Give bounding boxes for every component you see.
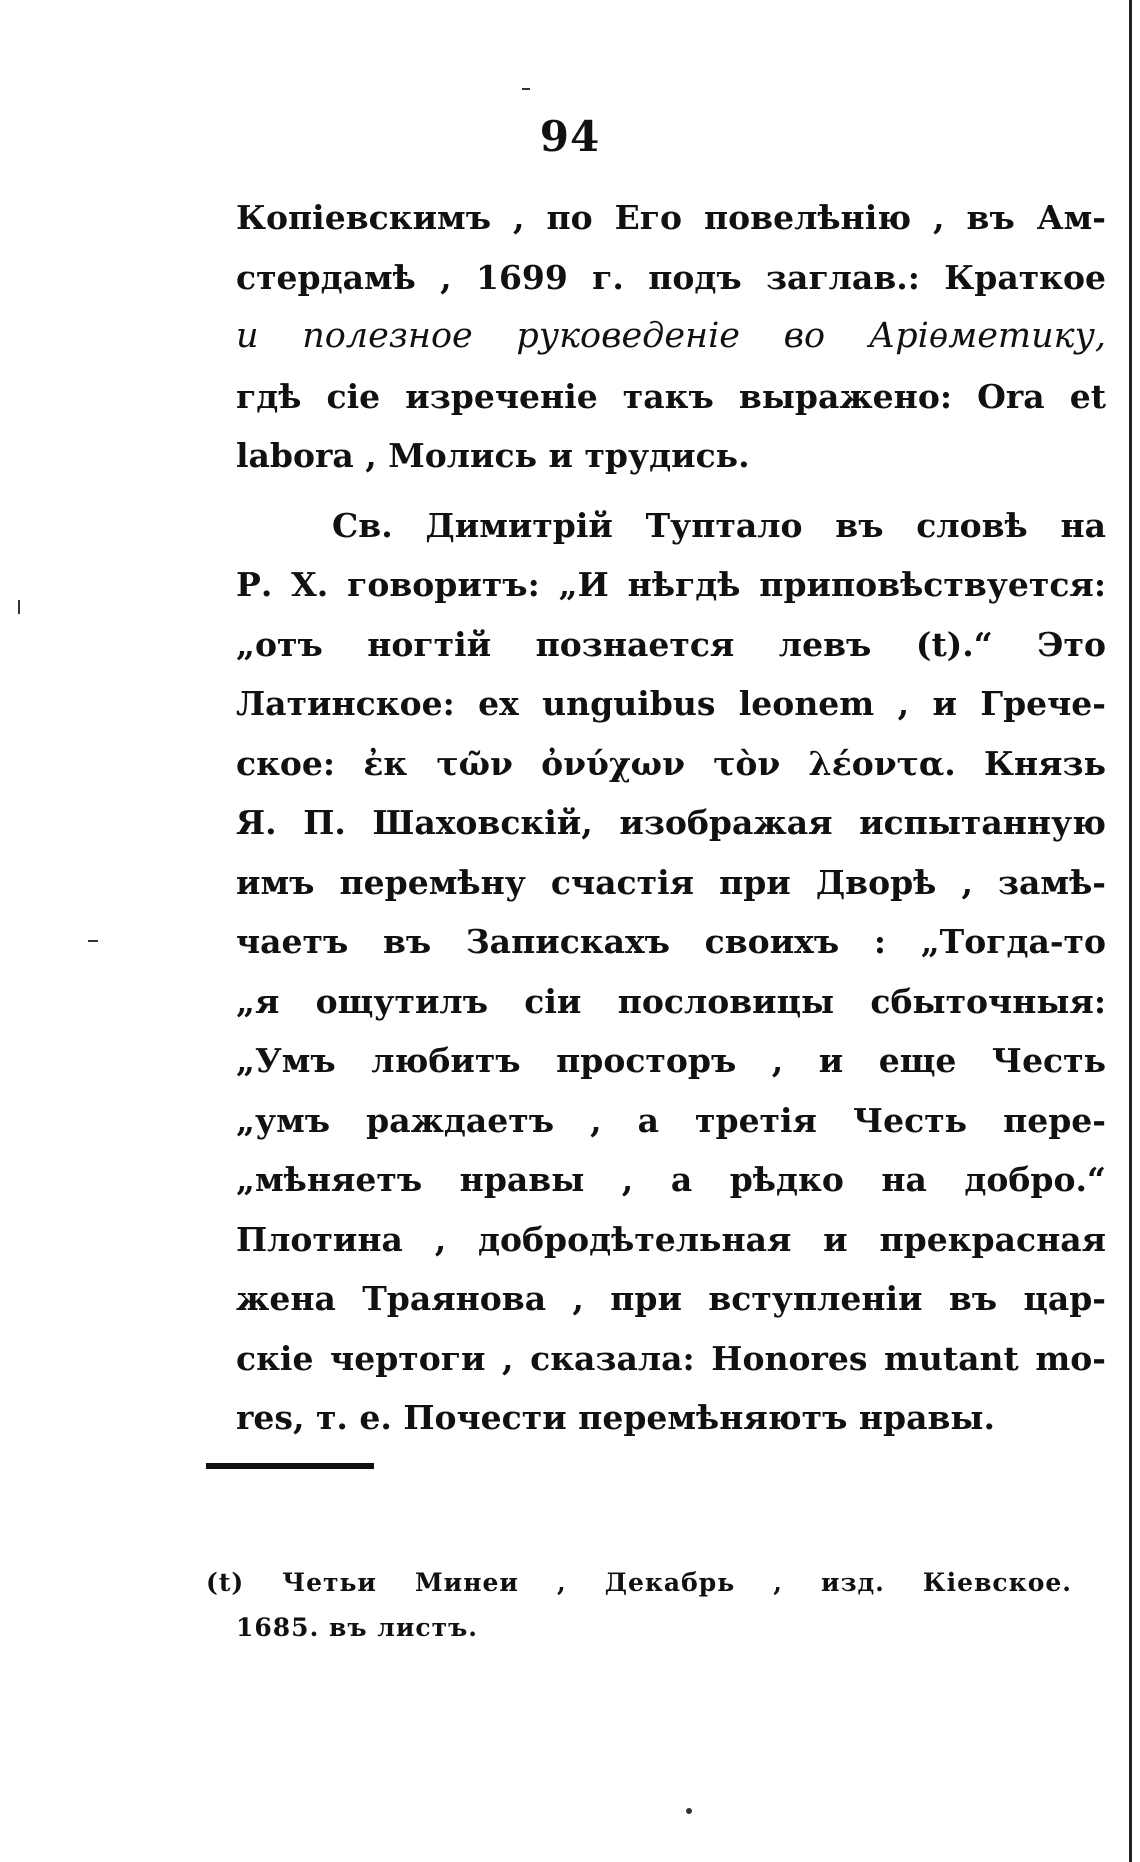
text-line: Копіевскимъ , по Его повелѣнію , въ Ам- (236, 198, 1106, 237)
footnote-separator (206, 1463, 374, 1469)
text-line: и полезное руковеденіе во Аріѳметику, (236, 316, 1106, 356)
ink-speck (88, 940, 98, 942)
ink-speck (18, 600, 20, 614)
text-line: „отъ ногтій познается левъ (t).“ Это (236, 624, 1106, 664)
text-line: „умъ раждаетъ , а третія Честь пере- (236, 1100, 1106, 1140)
page-number: 94 (539, 112, 601, 161)
text-line: ское: ἐκ τῶν ὀνύχων τὸν λέοντα. Князь (236, 743, 1106, 783)
text-line: жена Траянова , при вступленіи въ цар- (236, 1279, 1106, 1318)
text-line: „мѣняетъ нравы , а рѣдко на добро.“ (236, 1160, 1106, 1199)
text-line: Латинское: ex unguibus leonem , и Грече- (236, 684, 1106, 723)
footnote (206, 1560, 1072, 1650)
text-line: labora , Молись и трудись. (236, 436, 750, 475)
ink-speck (686, 1808, 692, 1814)
text-line: скіе чертоги , сказала: Honores mutant mo- (236, 1338, 1106, 1378)
footnote-line: (t) Четьи Минеи , Декабрь , изд. Кіевское. (206, 1568, 1072, 1597)
text-line: „я ощутилъ сіи пословицы сбыточныя: (236, 981, 1106, 1021)
text-line: гдѣ сіе изреченіе такъ выражено: Ora et (236, 376, 1106, 416)
footnote-line: 1685. въ листъ. (236, 1613, 479, 1642)
text-line: Я. П. Шаховскій, изображая испытанную (236, 803, 1106, 842)
ink-speck (522, 88, 530, 90)
text-line: имъ перемѣну счастія при Дворѣ , замѣ- (236, 862, 1106, 902)
page-edge-rule (1129, 0, 1132, 1862)
text-line: res, т. е. Почести перемѣняютъ нравы. (236, 1398, 995, 1437)
text-line: стердамѣ , 1699 г. подъ заглав.: Краткое (236, 257, 1106, 297)
text-line: „Умъ любитъ просторъ , и еще Честь (236, 1041, 1106, 1080)
text-line: Р. Х. говоритъ: „И нѣгдѣ приповѣствуется: (236, 565, 1106, 604)
body-text (236, 188, 1106, 1448)
text-line: чаетъ въ Запискахъ своихъ : „Тогда-то (236, 922, 1106, 961)
text-line: Св. Димитрій Тупталo въ словѣ на (332, 505, 1106, 545)
text-line: Плотина , добродѣтельная и прекрасная (236, 1219, 1106, 1259)
